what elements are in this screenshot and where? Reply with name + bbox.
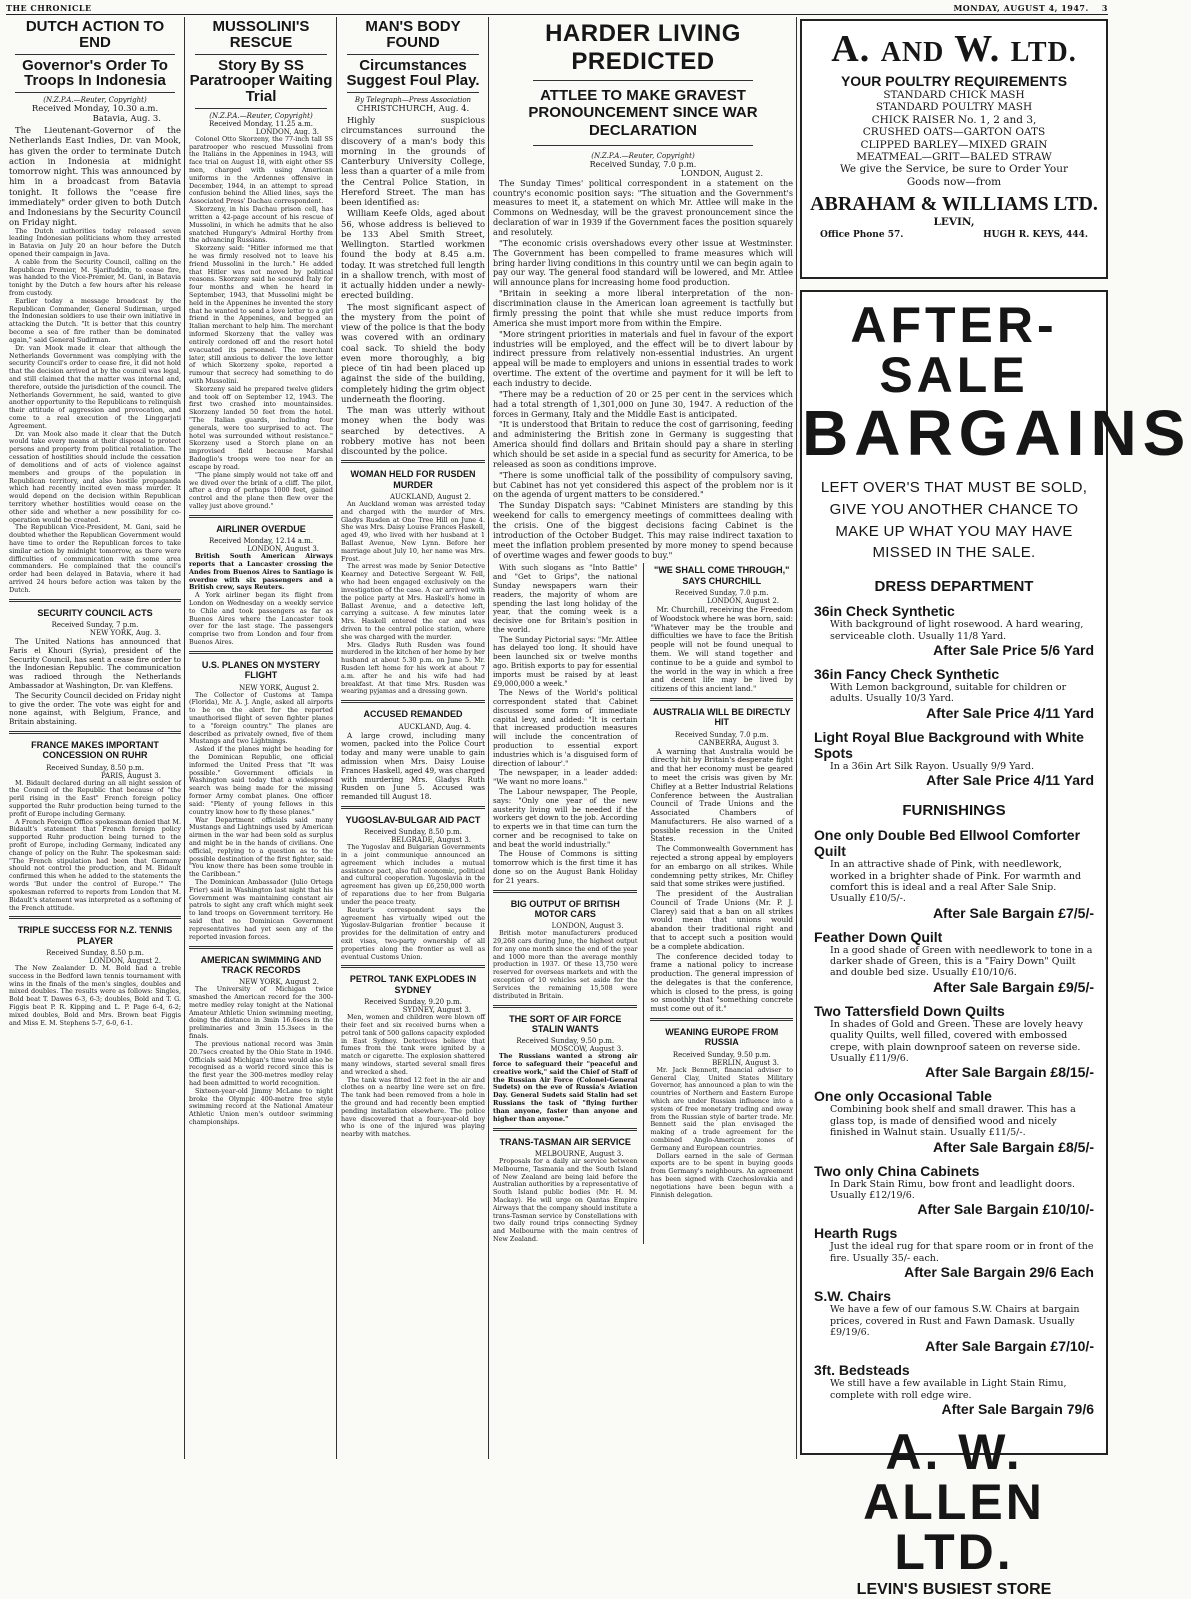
headline-france-ruhr: FRANCE MAKES IMPORTANT CONCESSION ON RUHR [31,739,159,761]
sale-item-desc: In shades of Gold and Green. These are lovely heavy quality Quilts, well filled, covered with embossed crepe, with plain downproof sateen on reverse side. Usually £11/9/6. [830,1018,1084,1065]
headline-security-council: SECURITY COUNCIL ACTS [37,607,153,618]
article-body: A large crowd, including many women, packed into the Police Court today and many were unable to gain admission when Mrs. Daisy Louise Frances Haskell, aged 49, was charged with murdering Mrs. Gladys Ruth Rusden on June 5. Accused was remanded till August 18. [341,730,485,802]
sale-item-price: After Sale Price 4/11 Yard [926,704,1094,721]
column-mussolini: MUSSOLINI'S RESCUE Story By SS Paratrooper Waiting Trial (N.Z.P.A.—Reuter, Copyright) Received Monday, 11.25 a.m. LONDON, Aug. 3. Colonel Otto Skorzeny, the 77-inch tall SS paratrooper who rescued Mussolini from the Italians in the Appenines in 1943, will face trial on August 18, with eight other SS men, charged with using American uniforms in the Ardennes offensive in December, 1944, in an attempt to spread confusion behind the Allied lines, says the Associated Press' Dachau correspondent. Skorzeny, in his Dachau prison cell, has written a 42-page account of his rescue of Mussolini, in which he admits that he also snatched Hungary's Admiral Horthy from the advancing Russians. Skorzeny said: "Hitler informed me that he was firmly resolved not to leave his friend Mussolini in the lurch." He added that Hitler was not moved by political reasons. Skorzeny said he scoured Italy for four months and when he heard in September, 1943, that Mussolini might be held in the Appenines he invented the story that he wanted to send a love letter to a girl friend in the Appenines, and begged an Italian merchant to help him. The merchant informed Skorzeny that the valley was entirely cordoned off and the resort hotel evacuated its personnel. The merchant later, still anxious to deliver the love letter of which Skorzeny spoke, reported a rumour that secrecy had something to do with Mussolini. Skorzeny said he prepared twelve gliders and took off on September 12, 1943. The first two crashed into mountainsides. Skorzeny landed 50 feet from the hotel. "The Italian guards, including four generals, were too surprised to act. The hotel was surrounded without resistance." Skorzeny used a Storch plane on an improvised field because Marshal Badoglio's troops were too near for an escape by road. "The plane simply would not take off and we dived over the brink of a cliff. The pilot, after a drop of perhaps 1000 feet, gained control and the plane then flew over the valley just above ground." AIRLINER OVERDUE Received Monday, 12.14 a.m. LONDON, August 3. British South American Airways reports that a Lancaster crossing the Andes from Buenos Aires to Santiago is overdue with six passengers and a British crew, says Reuters. A York airliner began its flight from London on Wednesday on a weekly service to Chile and took passengers as far as Buenos Aires where the Lancaster took over for the last stage. The passengers comprise two from London and four from Buenos Aires. U.S. PLANES ON MYSTERY FLIGHT NEW YORK, August 2. The Collector of Customs at Tampa (Florida), Mr. A. J. Angle, asked all airports to be on the alert for the reported unauthorised flight of seven fighter planes to a "foreign country." The planes are described as privately owned, five of them Mustangs and two Lightnings. Asked if the planes might be heading for the Dominican Republic, one official informed the United Press that "It was possible." Government officials in Washington said today that a widespread search was being made for the missing former Army combat planes. One officer said: "Plenty of young fellows in this country know how to fly these planes." War Department officials said many Mustangs and Lightnings used by American airmen in the war had been sold as surplus and might be in the hands of civilians. One official, replying to a question as to the possible destination of the first fighter, said: "You know there has been some trouble in the Caribbean." The Dominican Ambassador (Julio Ortega Frier) said in Washington last night that his Government was maintaining constant air patrols to sight any craft which might seek to land troops on Government territory. He said that no Dominican Government representatives had yet seen any of the reported invasion forces. AMERICAN SWIMMING AND TRACK RECORDS NEW YORK, August 2. The University of Michigan twice smashed the American record for the 300-metre medley relay tonight at the National Amateur Athletic Union swimming meeting, doing the distance in 3min 16.6secs in the preliminaries and 3min 15.3secs in the finals. The previous national record was 3min 20.7secs created by the Ohio State in 1946. Officials said Michigan's time would also be recognised as a world record since this is the first year the 300-metres medley relay had been admitted to world recognition. Sixteen-year-old Jimmy McLane to night broke the Olympic 400-metre free style swimming record at the National Amateur Athletic Union men's outdoor swimming championships. [189,18,333,1127]
sale-item-desc: In a 36in Art Silk Rayon. Usually 9/9 Yard. [830,760,1034,772]
article-body: British South American Airways reports that a Lancaster crossing the Andes from Buenos Aires to Santiago is overdue with six passengers and a British crew, says Reuters. [189,552,333,592]
article-body: M. Bidault declared during an all night session of the Council of the Republic that because of "the peril rising in the East" French foreign policy supported the Ruhr production being turned to the profit of Europe including Germany. A French Foreign Office spokesman denied that M. Bidault's statement that French foreign policy supported Ruhr production being turned to the profit of Europe, including Germany, indicated any change of policy on the Ruhr. The spokesman said: "The French stipulation had been that Germany should not control the production, and M. Bidault confirmed this when he added to the statements the words 'But under the control of Europe.'" The spokesman referred to reports from London that M. Bidault's statement was interpreted as a softening of the French attitude. [9,778,181,912]
sale-item [802,929,1106,995]
sale-item-price: After Sale Bargain £8/5/- [932,1138,1094,1155]
article-body: The New Zealander D. M. Bold had a treble success in the Bedford lawn tennis tournament with wins in the finals of the men's singles, doubles and mixed doubles. The results were as follows: Singles, Bold beat T. Dawes 6-3, 6-3; doubles, Bold and T. G. Figgis beat P. R. Kipping and L. P. Page 6-4, 6-2; mixed doubles, Bold and Mrs. Brown beat Figgis and Miss E. M. Stephens 5-7, 6-0, 6-1. [9,964,181,1027]
ad-aw-title: A. AND W. LTD. [831,28,1077,70]
headline-body-found: MAN'S BODY FOUND [365,18,461,51]
furnishing-item-list [802,827,1106,1417]
sale-item-price: After Sale Price 4/11 Yard [926,772,1094,789]
column-body-found: MAN'S BODY FOUND Circumstances Suggest Foul Play. By Telegraph—Press Association CHRISTCHURCH, Aug. 4. Highly suspicious circumstances surround the discovery of a man's body this morning in the grounds of Canterbury University College, less than a quarter of a mile from the Central Police Station, in Hereford Street. The man has been identified as: William Keefe Olds, aged about 56, whose address is believed to be 133 Abel Smith Street, Wellington. Startled workmen found the body at 8.45 a.m. today. It was stretched full length in a shallow trench, with most of it actually hidden under a newly-erected building. The most significant aspect of the mystery from the point of view of the police is that the body was covered with an ordinary coal sack. To shield the body even more thoroughly, a big piece of tin had been placed up against the side of the building, completely hiding the grim object underneath the flooring. The man was utterly without money when the body was searched by detectives. A robbery motive has not been discounted by the police. WOMAN HELD FOR RUSDEN MURDER AUCKLAND, August 2. An Auckland woman was arrested today and charged with the murder of Mrs. Gladys Rusden at One Tree Hill on June 4. She was Mrs. Daisy Louise Frances Haskell, aged 49, who lived with her husband at 1 Ballast Avenue, New Lynn. Before her marriage about July 10, her name was Mrs. Frost. The arrest was made by Senior Detective Kearney and Detective Sergeant W. Fell, who had been engaged exclusively on the investigation of the case. A car arrived with the police party at Mrs. Haskell's home in Ballast Avenue, and a detective left, carrying a suitcase. A few minutes later Mrs. Haskell entered the car and was driven to the central police station, where she was charged with the murder. Mrs. Gladys Ruth Rusden was found murdered in the kitchen of her home by her husband at about 5.30 p.m. on June 5. Mr. Rusden left home for his work at about 7 a.m. after he and his wife had had breakfast. At that time Mrs. Rusden was wearing pyjamas and a dressing gown. ACCUSED REMANDED AUCKLAND, Aug. 4. A large crowd, including many women, packed into the Police Court today and many were unable to gain admission when Mrs. Daisy Louise Frances Haskell, aged 49, was charged with murdering Mrs. Gladys Ruth Rusden on June 5. Accused was remanded till August 18. YUGOSLAV-BULGAR AID PACT Received Sunday, 8.50 p.m. BELGRADE, August 3. The Yugoslav and Bulgarian Governments in a joint communique announced an agreement which includes a mutual assistance pact, also full economic, political and cultural cooperation. Yugoslavia in the agreement has given up £6,250,000 worth of reparations due to her from Bulgaria under the peace treaty. Reuter's correspondent says the agreement has virtually wiped out the Yugoslav-Bulgarian frontier because it provides for the delimitation of entry and exit visas, two-party ownership of all properties along the frontier as well as eventual Customs Union. PETROL TANK EXPLODES IN SYDNEY Received Sunday, 9.20 p.m. SYDNEY, August 3. Men, women and children were blown off their feet and six received burns when a petrol tank of 500 gallons capacity exploded in East Sydney. Detectives believe that fumes from the tank were ignited by a match or cigarette. The explosion shattered many windows, started several small fires and wrecked a shed. The tank was fitted 12 feet in the air and clothes on a nearby line were set on fire. The tank had been removed from a hole in the ground and had recently been emptied pending installation elsewhere. The police have discovered that a four-year-old boy who is one of the injured was playing nearby with matches. [341,18,486,1139]
article-body: The United Nations has announced that Faris el Khouri (Syria), president of the Security Council, has sent a cease fire order to the Indonesian Republic. The communication was radioed through the Netherlands Ambassador at Washington, Dr. van Kleffens. The Security Council decided on Friday night to give the order. The vote was eight for and none against, with Belgium, France, and Britain abstaining. [9,637,181,727]
headline-air-force: THE SORT OF AIR FORCE STALIN WANTS [509,1013,622,1034]
article-body: The Dutch authorities today released seven leading Indonesian politicians whom they arrested in Batavia on July 20 an hour before the Dutch opened their campaign in Java. A cable from the Security Council, calling on the Republican Premier, M. Sjarifuddin, to cease fire, was handed to the Vice-Premier, M. Gani, in Batavia tonight by the Dutch a few hours after his release from custody. Earlier today a message broadcast by the Republican Commander, General Sudirman, urged the Indonesian soldiers to use their own initiative in attacking the Dutch. "It is better that this country become a sea of fire rather than be dominated again," said General Sudirman. Dr. van Mook made it clear that although the Netherlands Government was complying with the security Council's order to cease fire, it did not hold that the decision arrived at by the council was legal, and still claimed that the matter was internal and, therefore, outside the jurisdiction of the council. The Netherlands Government, he said, wanted to give another opportunity to the Republicans to relinquish their attitude of aggression and provocation, and come to a real execution of the Linggarjati Agreement. Dr. van Mook also made it clear that the Dutch would take every means at their disposal to protect persons and property from political retaliation. The cessation of hostilities should include the cessation of demolitions and of acts of violence against members and groups of the population in Republican territory, and also hostile propaganda which had recently incited even mass murder. It would depend on the decision within Republican territory whether hostilities would cease on the other side and whether a new possibility for co-operation would be created. The Republican Vice-President, M. Gani, said he doubted whether the Republican Government would have time to order the Republican forces to take similar action by midnight tomorrow, as there were difficulties of communication with some area commanders. He complained that the council's order had been delayed in Batavia, where it had arrived 24 hours before action was taken by the Dutch. [9,226,181,594]
column-rule [796,17,797,1459]
headline-dutch-action: DUTCH ACTION TO END [25,18,165,51]
ad-dept-dress: DRESS DEPARTMENT [874,578,1034,596]
column-main-story: HARDER LIVING PREDICTED ATTLEE TO MAKE GRAVEST PRONOUNCEMENT SINCE WAR DECLARATION (N.Z.P.A.—Reuter, Copyright) Received Sunday, 7.0 p.m. LONDON, August 2. The Sunday Times' political correspondent in a statement on the country's economic position says: "The situation and the Government's measures to meet it, a statement on which Mr. Attlee will make in the Commons on Wednesday, will be the gravest pronouncement since the declaration of war in 1939 if the Government faces the position squarely and resolutely. "The economic crisis overshadows every other issue at Westminster. The Government has been compelled to frame measures which will bring harder living conditions in this country until we can begin again to pay our way. The general food standard will be lowered, and Mr. Attlee will announce plans for increasing home food production. "Britain in seeking a more liberal interpretation of the non-discrimination clause in the American loan agreement is tactfully but firmly pressing the point that while she must reduce imports from America she must import more from within the Empire. "More stringent priorities in materials and fuel in favour of the export industries will be employed, and the effect will be to divert labour by indirect pressure from relatively non-essential industries. An urgent appeal will be made to employers and unions in essential trades to work overtime. The extent of the overtime and payment for it will be left to each industry to decide. "There may be a reduction of 20 or 25 per cent in the services which had a total strength of 1,301,000 on June 30, 1947. A reduction of the forces in Germany, Italy and the Middle East is anticipated. "It is understood that Britain to reduce the cost of garrisoning, feeding and administering the British zone in Germany is suggesting that America should find dollars and Britain should pay a share in sterling which should be set aside in a special fund as security for America, to be released as soon as conditions improve. "There is some unofficial talk of the possibility of compulsory saving, but Cabinet has not yet considered this aspect of the problem nor is it on the agenda of urgent matters to be considered." The Sunday Dispatch says: "Cabinet Ministers are standing by this weekend for calls to emergency meetings of committees dealing with the crisis. One of the biggest decisions facing Cabinet is the introduction of the October Budget. This may raise indirect taxation to meet the inflation problem presented by more money to spend because of overtime wages and fewer goods to buy." With such slogans as "Into Battle" and "Get to Grips", the national Sunday newspapers warn their readers, the majority of whom are spending the last long holiday of the year, that the coming week is a decisive one for Britain's position in the world. The Sunday Pictorial says: "Mr. Attlee has delayed too long. It should have been launched six or twelve months ago. British exports to pay for essential imports must be raised by at least £9,000,000 a week." The News of the World's political correspondent stated that Cabinet discussed some form of immediate capital levy, and added: "It is certain that increased production measures will include the concentration of production to essential export industries which is 'a disguised form of direction of labour'." The newspaper, in a leader added: "We want no more loans." The Labour newspaper, The People, says: "Only one year of the new austerity living will be needed if the workers get down to the job. According to experts we in that time can turn the corner and be recognised to take on and beat the world industrially." The House of Commons is sitting tomorrow which is the first time it has done so on the August Bank Holiday for 21 years. BIG OUTPUT OF BRITISH MOTOR CARS LONDON, August 3. British motor manufacturers produced 29,268 cars during June, the highest output for any one month since the end of the year and 1000 more than the average monthly production in 1937. Of these 13,750 were reserved for overseas markets and with the exception of 10 vehicles set aside for the Services the remaining 15,508 were distributed in Britain. THE SORT OF AIR FORCE STALIN WANTS Received Sunday, 9.50 p.m. MOSCOW, August 3. The Russians wanted a strong air force to safeguard their "peaceful and creative work," said the Chief of Staff of the Russian Air Force (Colonel-General Sudets) on the eve of Russia's Aviation Day. General Sudets said Stalin had set Russians the task of "flying further than anyone, faster than anyone and higher than anyone." TRANS-TASMAN AIR SERVICE MELBOURNE, August 3. Proposals for a daily air service between Melbourne, Tasmania and the South Island of New Zealand are being laid before the Australian authorities by a representative of South Island public bodies (Mr. H. M. Mackay). He will urge on Qantas Empire Airways that the company should institute a trans-Tasman service by Constellations with two daily round trips connecting Sydney and Melbourne with the main centres of New Zealand. "WE SHALL COME THROUGH," SAYS CHURCHILL Received Sunday, 7.0 p.m. LONDON, August 2. Mr. Churchill, receiving the Freedom of Woodstock where he was born, said: "Whatever may be the trouble and difficulties we have to face the British people will not be found unequal to them. We will stand together and continue to be a guide and symbol to the world in the way in which a free and decent life may be lived by citizens of this ancient land." AUSTRALIA WILL BE DIRECTLY HIT Received Sunday, 7.0 p.m. CANBERRA, August 3. A warning that Australia would be directly hit by Britain's desperate fight and that her economy must be geared to meet the crisis was given by Mr. Chifley at a Better Industrial Relations Conference between the Australian Council of Trade Unions and the Associated Chambers of Manufacturers. He also warned of a possible recession in the United States. The Commonwealth Government has rejected a strong appeal by employers for an embargo on all strikes. While condemning petty strikes, Mr. Chifley said that some strikes were justified. The president of the Australian Council of Trade Unions (Mr. P. J. Clarey) said that a ban on all strikes would mean that unions would abandon their traditional right and that to accept such a position would be a complete abdication. The conference decided today to frame a national policy to increase production. The general impression of the delegates is that the conference, which is closed to the press, is going so smoothly that "something concrete must come out of it." WEANING EUROPE FROM RUSSIA Received Sunday, 9.50 p.m. BERLIN, August 3. Mr. Jack Bennett, financial adviser to General Clay, United States Military Governor, has announced a plan to win the countries of Northern and Eastern Europe which are under Russian influence into a system of free monetary trading and away from the Russian style of barter trade. Mr. Bennett said the plan envisaged the making of a trade agreement for the combined Anglo-American zones of Germany and European countries. Dollars earned in the sale of German exports are to be spent in buying goods from Germany's neighbours. An agreement has been signed with Czechoslovakia and negotiations have been begun with a Finnish delegation. [493,20,794,1243]
subhead-foul-play: Circumstances Suggest Foul Play. [346,56,480,90]
dateline: Batavia, Aug. 3. [92,114,161,124]
sale-item [802,1288,1106,1354]
masthead [6,3,1108,15]
sale-item [802,827,1106,921]
article-body: British motor manufacturers produced 29,268 cars during June, the highest output for any one month since the end of the year and 1000 more than the average monthly production in 1937. Of these 13,750 were reserved for overseas markets and with the exception of 10 vehicles set aside for the Services the remaining 15,508 were distributed in Britain. [493,929,638,1000]
subhead-attlee: ATTLEE TO MAKE GRAVEST PRONOUNCEMENT SINCE WAR DECLARATION [528,87,758,139]
article-body: The Lieutenant-Governor of the Netherlands East Indies, Dr. van Mook, has given the order to terminate Dutch action in Indonesia at midnight tomorrow night. This was announced by him in a broadcast from Batavia tonight. It follows the "cease fire immediately" order given to both Dutch and Indonesians by the Security Council on Friday night. [9,125,181,228]
headline-churchill: "WE SHALL COME THROUGH," SAYS CHURCHILL [654,565,790,586]
article-body: A York airliner began its flight from London on Wednesday on a weekly service to Chile and took passengers as far as Buenos Aires where the Lancaster took over for the last stage. The passengers comprise two from London and four from Buenos Aires. [189,591,333,647]
article-body: The Yugoslav and Bulgarian Governments in a joint communique announced an agreement which includes a mutual assistance pact, also full economic, political and cultural cooperation. Yugoslavia in the agreement has given up £6,250,000 worth of reparations due to her from Bulgaria under the peace treaty. Reuter's correspondent says the agreement has virtually wiped out the Yugoslav-Bulgarian frontier because it provides for the delimitation of entry and exit visas, two-party ownership of all properties along the frontier as well as eventual Customs Union. [341,843,485,961]
headline-petrol-tank: PETROL TANK EXPLODES IN SYDNEY [349,974,477,995]
sale-item-desc: We still have a few available in Light Stain Rimu, complete with roll edge wire. [830,1378,1067,1401]
sale-item-name: One only Double Bed Ellwool Comforter Quilt [814,827,1081,860]
headline-trans-tasman: TRANS-TASMAN AIR SERVICE [499,1136,631,1147]
headline-accused-remanded: ACCUSED REMANDED [363,709,463,720]
main-right-column: "WE SHALL COME THROUGH," SAYS CHURCHILL Received Sunday, 7.0 p.m. LONDON, August 2. Mr. Churchill, receiving the Freedom of Woodstock where he was born, said: "Whatever may be the trouble and difficulties we have to face the British people will not be found unequal to them. We will stand together and continue to be a guide and symbol to the world in the way in which a free and decent life may be lived by citizens of this ancient land." AUSTRALIA WILL BE DIRECTLY HIT Received Sunday, 7.0 p.m. CANBERRA, August 3. A warning that Australia would be directly hit by Britain's desperate fight and that her economy must be geared to meet the crisis was given by Mr. Chifley at a Better Industrial Relations Conference between the Australian Council of Trade Unions and the Associated Chambers of Manufacturers. He also warned of a possible recession in the United States. The Commonwealth Government has rejected a strong appeal by employers for an embargo on all strikes. While condemning petty strikes, Mr. Chifley said that some strikes were justified. The president of the Australian Council of Trade Unions (Mr. P. J. Clarey) said that a ban on all strikes would mean that unions would abandon their traditional right and that to accept such a position would be a complete abdication. The conference decided today to frame a national policy to increase production. The general impression of the delegates is that the conference, which is closed to the press, is going so smoothly that "something concrete must come out of it." WEANING EUROPE FROM RUSSIA Received Sunday, 9.50 p.m. BERLIN, August 3. Mr. Jack Bennett, financial adviser to General Clay, United States Military Governor, has announced a plan to win the countries of Northern and Eastern Europe which are under Russian influence into a system of free monetary trading and away from the Russian style of barter trade. Mr. Bennett said the plan envisaged the making of a trade agreement for the combined Anglo-American zones of Germany and European countries. Dollars earned in the sale of German exports are to be spent in buying goods from Germany's neighbours. An agreement has been signed with Czechoslovakia and negotiations have been begun with a Finnish delegation. [650,565,794,1199]
ad-bargains: BARGAINS [802,397,1191,469]
sale-item-name: Two Tattersfield Down Quilts [814,1002,1005,1019]
column-rule [488,17,489,1459]
headline-weaning-europe: WEANING EUROPE FROM RUSSIA [665,1027,779,1048]
sale-item-name: 36in Fancy Check Synthetic [814,665,1000,682]
sale-item [802,1088,1106,1154]
article-body: Mr. Jack Bennett, financial adviser to General Clay, United States Military Governor, has announced a plan to win the countries of Northern and Eastern Europe which are under Russian influence into a system of free monetary trading and away from the Russian style of barter trade. Mr. Bennett said the plan envisaged the making of a trade agreement for the combined Anglo-American zones of Germany and European countries. Dollars earned in the sale of German exports are to be spent in buying goods from Germany's neighbours. An agreement has been signed with Czechoslovakia and negotiations have been begun with a Finnish delegation. [650,1065,794,1199]
article-body: The Sunday Times' political correspondent in a statement on the country's economic position says: "The situation and the Government's measures to meet it, a statement on which Mr. Attlee will make in the Commons on Wednesday, will be the gravest pronouncement since the declaration of war in 1939 if the Government faces the position squarely and resolutely. "The economic crisis overshadows every other issue at Westminster. The Government has been compelled to frame measures which will bring harder living conditions in this country until we can begin again to pay our way. The general food standard will be lowered, and Mr. Attlee will announce plans for increasing home food production. "Britain in seeking a more liberal interpretation of the non-discrimination clause in the American loan agreement is tactfully but firmly pressing the point that while she must reduce imports from America she must import more from within the Empire. "More stringent priorities in materials and fuel in favour of the export industries will be employed, and the effect will be to divert labour by indirect pressure from relatively non-essential industries. An urgent appeal will be made to employers and unions in essential trades to work overtime. The extent of the overtime and payment for it will be left to each industry to decide. "There may be a reduction of 20 or 25 per cent in the services which had a total strength of 1,301,000 on June 30, 1947. A reduction of the forces in Germany, Italy and the Middle East is anticipated. "It is understood that Britain to reduce the cost of garrisoning, feeding and administering the British zone in Germany is suggesting that America should find dollars and Britain should pay a share in sterling which should be set aside in a special fund as security for America, to be released as soon as conditions improve. "There is some unofficial talk of the possibility of compulsory saving, but Cabinet has not yet considered this aspect of the problem nor is it on the agenda of urgent matters to be considered." The Sunday Dispatch says: "Cabinet Ministers are standing by this weekend for calls to emergency meetings of committees dealing with the crisis. One of the biggest decisions facing Cabinet is the introduction of the October Budget. This may raise indirect taxation to meet the inflation problem presented by more money to spend because of overtime wages and fewer goods to buy." [493,177,793,560]
column-rule [184,17,185,1459]
headline-mussolini: MUSSOLINI'S RESCUE [212,18,310,51]
article-body: Men, women and children were blown off their feet and six received burns when a petrol tank of 500 gallons capacity exploded in East Sydney. Detectives believe that fumes from the tank were ignited by a match or cigarette. The explosion shattered many windows, started several small fires and wrecked a shed. The tank was fitted 12 feet in the air and clothes on a nearby line were set on fire. The tank had been removed from a hole in the ground and had recently been emptied pending installation elsewhere. The police have discovered that a four-year-old boy who is one of the injured was playing nearby with matches. [341,1013,486,1139]
sale-item-name: Hearth Rugs [814,1225,898,1242]
ad-aw-phone: Office Phone 57. [820,230,904,241]
issue-date: MONDAY, AUGUST 4, 1947. 3 [953,3,1108,13]
headline-woman-held: WOMAN HELD FOR RUSDEN MURDER [350,469,476,490]
sale-item [802,1362,1106,1417]
sale-item-price: After Sale Price 5/6 Yard [933,641,1094,658]
sale-item-name: Light Royal Blue Background with White Spots [814,728,1084,761]
headline-swimming: AMERICAN SWIMMING AND TRACK RECORDS [200,954,322,975]
article-body: The University of Michigan twice smashed the American record for the 300-metre medley relay tonight at the National Amateur Athletic Union swimming meeting, doing the distance in 3min 16.6secs in the preliminaries and 3min 15.3secs in the finals. The previous national record was 3min 20.7secs created by the Ohio State in 1946. Officials said Michigan's time would also be recognised as a world record since this is the first year the 300-metres medley relay had been admitted to world recognition. Sixteen-year-old Jimmy McLane to night broke the Olympic 400-metre free style swimming record at the National Amateur Athletic Union men's outdoor swimming championships. [189,985,333,1127]
ad-aw-firm: ABRAHAM & WILLIAMS LTD. [810,193,1098,215]
article-body: Colonel Otto Skorzeny, the 77-inch tall SS paratrooper who rescued Mussolini from the Italians in the Appenines in 1943, will face trial on August 18, with eight other SS men, charged with using American uniforms in the Ardennes offensive in December, 1944, in an attempt to spread confusion behind the Allied lines, says the Associated Press' Dachau correspondent. Skorzeny, in his Dachau prison cell, has written a 42-page account of his rescue of Mussolini, in which he admits that he also snatched Hungary's Admiral Horthy from the advancing Russians. Skorzeny said: "Hitler informed me that he was firmly resolved not to leave his friend Mussolini in the lurch." He added that Hitler was not moved by political reasons. Skorzeny said he scoured Italy for four months and when he heard in September, 1943, that Mussolini might be held in the Appenines he invented the story that he wanted to send a love letter to a girl friend in the Appenines, and begged an Italian merchant to help him. The merchant informed Skorzeny that the valley was entirely cordoned off and the resort hotel evacuated its personnel. The merchant later, still anxious to deliver the love letter of which Skorzeny spoke, reported a rumour that secrecy had something to do with Mussolini. Skorzeny said he prepared twelve gliders and took off on September 12, 1943. The first two crashed into mountainsides. Skorzeny landed 50 feet from the hotel. "The Italian guards, including four generals, were too surprised to act. The hotel was surrounded without resistance." Skorzeny used a Storch plane on an improvised field because Marshal Badoglio's troops were too near for an escape by road. "The plane simply would not take off and we dived over the brink of a cliff. The pilot, after a drop of perhaps 1000 feet, gained control and the plane then flew over the valley just above ground." [189,134,333,510]
headline-yugoslav-bulgar: YUGOSLAV-BULGAR AID PACT [345,814,481,825]
sale-item-desc: In a good shade of Green with needlework to tone in a darker shade of Green, this is a "Fairy Down" Quilt and double bed size. Usually £10/10/6. [830,944,1093,979]
headline-airliner: AIRLINER OVERDUE [216,523,306,534]
headline-tennis: TRIPLE SUCCESS FOR N.Z. TENNIS PLAYER [17,925,173,946]
subhead-governor: Governor's Order To Troops In Indonesia [22,56,168,90]
sale-item [802,603,1106,658]
ad-aw-keys: HUGH R. KEYS, 444. [983,230,1088,241]
ad-allen-firm: A. W. ALLEN LTD. [863,1424,1045,1581]
sale-item-price: After Sale Bargain £8/15/- [925,1064,1094,1081]
sale-item-desc: With Lemon background, suitable for children or adults. Usually 10/3 Yard. [830,681,1067,705]
main-left-column: With such slogans as "Into Battle" and "Get to Grips", the national Sunday newspapers warn their readers, the majority of whom are spending the last long holiday of the year, that the coming week is a decisive one for Britain's position in the world. The Sunday Pictorial says: "Mr. Attlee has delayed too long. It should have been launched six or twelve months ago. British exports to pay for essential imports must be raised by at least £9,000,000 a week." The News of the World's political correspondent stated that Cabinet discussed some form of immediate capital levy, and added: "It is certain that increased production measures will include the concentration of production to essential export industries which is 'a disguised form of direction of labour'." The newspaper, in a leader added: "We want no more loans." The Labour newspaper, The People, says: "Only one year of the new austerity living will be needed if the workers get down to the job. According to experts we in that time can turn the corner and be recognised to take on and beat the world industrially." The House of Commons is sitting tomorrow which is the first time it has done so on the August Bank Holiday for 21 years. BIG OUTPUT OF BRITISH MOTOR CARS LONDON, August 3. British motor manufacturers produced 29,268 cars during June, the highest output for any one month since the end of the year and 1000 more than the average monthly production in 1937. Of these 13,750 were reserved for overseas markets and with the exception of 10 vehicles set aside for the Services the remaining 15,508 were distributed in Britain. THE SORT OF AIR FORCE STALIN WANTS Received Sunday, 9.50 p.m. MOSCOW, August 3. The Russians wanted a strong air force to safeguard their "peaceful and creative work," said the Chief of Staff of the Russian Air Force (Colonel-General Sudets) on the eve of Russia's Aviation Day. General Sudets said Stalin had set Russians the task of "flying further than anyone, faster than anyone and higher than anyone." TRANS-TASMAN AIR SERVICE MELBOURNE, August 3. Proposals for a daily air service between Melbourne, Tasmania and the South Island of New Zealand are being laid before the Australian authorities by a representative of South Island public bodies (Mr. H. M. Mackay). He will urge on Qantas Empire Airways that the company should institute a trans-Tasman service by Constellations with two daily round trips connecting Sydney and Melbourne with the main centres of New Zealand. [493,563,638,1243]
sale-item-price: After Sale Bargain £9/5/- [932,978,1094,995]
dress-item-list [802,603,1106,788]
sale-item [802,666,1106,721]
sale-item-price: After Sale Bargain £10/10/- [917,1201,1094,1218]
sale-item-desc: Just the ideal rug for that spare room or in front of the fire. Usually 35/- each. [830,1241,1094,1264]
credit: (N.Z.P.A.—Reuter, Copyright) [43,96,147,104]
sale-item-price: After Sale Bargain 29/6 Each [904,1264,1094,1281]
article-body: With such slogans as "Into Battle" and "Get to Grips", the national Sunday newspapers warn their readers, the majority of whom are spending the last long holiday of the year, that the coming week is a decisive one for Britain's position in the world. The Sunday Pictorial says: "Mr. Attlee has delayed too long. It should have been launched six or twelve months ago. British exports to pay for essential imports must be raised by at least £9,000,000 a week." The News of the World's political correspondent stated that Cabinet discussed some form of immediate capital levy, and added: "It is certain that increased production measures will include the concentration of production to essential export industries which is 'a disguised form of direction of labour'." The newspaper, in a leader added: "We want no more loans." The Labour newspaper, The People, says: "Only one year of the new austerity living will be needed if the workers get down to the job. According to experts we in that time can turn the corner and be recognised to take on and beat the world industrially." The House of Commons is sitting tomorrow which is the first time it has done so on the August Bank Holiday for 21 years. [493,563,638,885]
ad-allen-tag: LEVIN'S BUSIEST STORE [856,1581,1052,1599]
received: Received Monday, 10.30 a.m. [31,104,159,114]
sale-item-desc: In Dark Stain Rimu, bow front and leadlight doors. Usually £12/19/6. [830,1178,1076,1201]
ad-intro: LEFT OVER'S THAT MUST BE SOLD, GIVE YOU ANOTHER CHANCE TO MAKE UP WHAT YOU MAY HAVE MISSED IN THE SALE. [820,479,1088,562]
sale-item-name: S.W. Chairs [814,1288,892,1305]
column-dutch-action: DUTCH ACTION TO END Governor's Order To Troops In Indonesia (N.Z.P.A.—Reuter, Copyright) Received Monday, 10.30 a.m. Batavia, Aug. 3. The Lieutenant-Governor of the Netherlands East Indies, Dr. van Mook, has given the order to terminate Dutch action in Indonesia at midnight tomorrow night. This was announced by him in a broadcast from Batavia tonight. It follows the "cease fire immediately" order given to both Dutch and Indonesians by the Security Council on Friday night. The Dutch authorities today released seven leading Indonesian politicians whom they arrested in Batavia on July 20 an hour before the Dutch opened their campaign in Java. A cable from the Security Council, calling on the Republican Premier, M. Sjarifuddin, to cease fire, was handed to the Vice-Premier, M. Gani, in Batavia tonight by the Dutch a few hours after his release from custody. Earlier today a message broadcast by the Republican Commander, General Sudirman, urged the Indonesian soldiers to use their own initiative in attacking the Dutch. "It is better that this country become a sea of fire rather than be dominated again," said General Sudirman. Dr. van Mook made it clear that although the Netherlands Government was complying with the security Council's order to cease fire, it did not hold that the decision arrived at by the council was legal, and still claimed that the matter was internal and, therefore, outside the jurisdiction of the council. The Netherlands Government, he said, wanted to give another opportunity to the Republicans to relinquish their attitude of aggression and provocation, and come to a real execution of the Linggarjati Agreement. Dr. van Mook also made it clear that the Dutch would take every means at their disposal to protect persons and property from political retaliation. The cessation of hostilities should include the cessation of demolitions and of acts of violence against members and groups of the population in Republican territory, and also hostile propaganda which had recently incited even mass murder. It would depend on the decision within Republican territory whether hostilities would cease on the other side and whether a new possibility for co-operation would be created. The Republican Vice-President, M. Gani, said he doubted whether the Republican Government would have time to order the Republican forces to take similar action by midnight tomorrow, as there were difficulties of communication with some area commanders. He complained that the council's order had been delayed in Batavia, where it had arrived 24 hours before action was taken by the Dutch. SECURITY COUNCIL ACTS Received Sunday, 7 p.m. NEW YORK, Aug. 3. The United Nations has announced that Faris el Khouri (Syria), president of the Security Council, has sent a cease fire order to the Indonesian Republic. The communication was radioed through the Netherlands Ambassador at Washington, Dr. van Kleffens. The Security Council decided on Friday night to give the order. The vote was eight for and none against, with Belgium, France, and Britain abstaining. FRANCE MAKES IMPORTANT CONCESSION ON RUHR Received Sunday, 8.50 p.m. PARIS, August 3. M. Bidault declared during an all night session of the Council of the Republic that because of "the peril rising in the East" French foreign policy supported the Ruhr production being turned to the profit of Europe including Germany. A French Foreign Office spokesman denied that M. Bidault's statement that French foreign policy supported Ruhr production being turned to the profit of Europe, including Germany, indicated any change of policy on the Ruhr. The spokesman said: "The French stipulation had been that Germany should not control the production, and M. Bidault confirmed this when he added to the statements the words 'But under the control of Europe.'" The spokesman referred to reports from London that M. Bidault's statement was interpreted as a softening of the French attitude. TRIPLE SUCCESS FOR N.Z. TENNIS PLAYER Received Sunday, 8.50 p.m. LONDON, August 2. The New Zealander D. M. Bold had a treble success in the Bedford lawn tennis tournament with wins in the finals of the men's singles, doubles and mixed doubles. The results were as follows: Singles, Bold beat T. Dawes 6-3, 6-3; doubles, Bold and T. G. Figgis beat P. R. Kipping and L. P. Page 6-4, 6-2; mixed doubles, Bold and Mrs. Brown beat Figgis and Miss E. M. Stephens 5-7, 6-0, 6-1. [9,18,181,1027]
sale-item [802,1003,1106,1081]
ad-abraham-williams: A. AND W. LTD. YOUR POULTRY REQUIREMENTS STANDARD CHICK MASH STANDARD POULTRY MASH CHICK RAISER No. 1, 2 and 3, CRUSHED OATS—GARTON OATS CLIPPED BARLEY—MIXED GRAIN MEATMEAL—GRIT—BALED STRAW We give the Service, be sure to Order Your Goods now—from ABRAHAM & WILLIAMS LTD. LEVIN, Office Phone 57. HUGH R. KEYS, 444. [800,19,1108,279]
subhead-paratrooper: Story By SS Paratrooper Waiting Trial [189,56,333,105]
sale-item-name: 36in Check Synthetic [814,603,955,620]
article-body: An Auckland woman was arrested today and charged with the murder of Mrs. Gladys Rusden at One Tree Hill on June 4. She was Mrs. Daisy Louise Frances Haskell, aged 49, who lived with her husband at 1 Ballast Avenue, New Lynn. Before her marriage about July 10, her name was Mrs. Frost. The arrest was made by Senior Detective Kearney and Detective Sergeant W. Fell, who had been engaged exclusively on the investigation of the case. A car arrived with the police party at Mrs. Haskell's home in Ballast Avenue, and a detective left, carrying a suitcase. A few minutes later Mrs. Haskell entered the car and was driven to the central police station, where she was charged with the murder. Mrs. Gladys Ruth Rusden was found murdered in the kitchen of her home by her husband at about 5.30 p.m. on June 5. Mr. Rusden left home for his work at about 7 a.m. after he and his wife had had breakfast. At that time Mrs. Rusden was wearing pyjamas and a dressing gown. [341,499,485,696]
headline-us-planes: U.S. PLANES ON MYSTERY FLIGHT [201,659,321,681]
sale-item-name: 3ft. Bedsteads [814,1362,910,1379]
headline-australia: AUSTRALIA WILL BE DIRECTLY HIT [652,706,791,728]
article-body: The Collector of Customs at Tampa (Florida), Mr. A. J. Angle, asked all airports to be on the alert for the reported unauthorised flight of seven fighter planes to a "foreign country." The planes are described as privately owned, five of them Mustangs and two Lightnings. Asked if the planes might be heading for the Dominican Republic, one official informed the United Press that "It was possible." Government officials in Washington said today that a widespread search was being made for the missing former Army combat planes. One officer said: "Plenty of young fellows in this country know how to fly these planes." War Department officials said many Mustangs and Lightnings used by American airmen in the war had been sold as surplus and might be in the hands of civilians. One official, replying to a question as to the possible destination of the first fighter, said: "You know there has been some trouble in the Caribbean." The Dominican Ambassador (Julio Ortega Frier) said in Washington last night that his Government was maintaining constant air patrols to sight any craft which might seek to land troops on Government territory. He said that no Dominican Government representatives had yet seen any of the reported invasion forces. [189,690,333,941]
sale-item-desc: We have a few of our famous S.W. Chairs at bargain prices, covered in Rust and Fawn Damask. Usually £9/19/6. [830,1304,1080,1338]
ad-dept-furnishings: FURNISHINGS [902,802,1006,820]
article-body: The Russians wanted a strong air force to safeguard their "peaceful and creative work," said the Chief of Staff of the Russian Air Force (Colonel-General Sudets) on the eve of Russia's Aviation Day. General Sudets said Stalin had set Russians the task of "flying further than anyone, faster than anyone and higher than anyone." [493,1052,638,1123]
sale-item-name: Feather Down Quilt [814,928,943,945]
sale-item [802,1225,1106,1280]
ad-allen [800,290,1191,1599]
article-body: A warning that Australia would be directly hit by Britain's desperate fight and that her economy must be geared to meet the crisis was given by Mr. Chifley at a Better Industrial Relations Conference between the Australian Council of Trade Unions and the Associated Chambers of Manufacturers. He also warned of a possible recession in the United States. The Commonwealth Government has rejected a strong appeal by employers for an embargo on all strikes. While condemning petty strikes, Mr. Chifley said that some strikes were justified. The president of the Australian Council of Trade Unions (Mr. P. J. Clarey) said that a ban on all strikes would mean that unions would abandon their traditional right and that to accept such a position would be a complete abdication. The conference decided today to frame a national policy to increase production. The general impression of the delegates is that the conference, which is closed to the press, is going so smoothly that "something concrete must come out of it." [650,746,794,1014]
article-body: Mr. Churchill, receiving the Freedom of Woodstock where he was born, said: "Whatever may be the trouble and difficulties we have to face the British people will not be found unequal to them. We will stand together and continue to be a guide and symbol to the world in the way in which a free and decent life may be lived by citizens of this ancient land." [650,605,794,694]
sale-item-desc: Combining book shelf and small drawer. This has a glass top, is made of densified wood and nicely finished in Walnut stain. Usually £11/5/-. [830,1104,1076,1139]
article-body: Highly suspicious circumstances surround the discovery of a man's body this morning in the grounds of Canterbury University College, less than a quarter of a mile from the Central Police Station, in Hereford Street. The man has been identified as: William Keefe Olds, aged about 56, whose address is believed to be 133 Abel Smith Street, Wellington. Startled workmen found the body at 8.45 a.m. today. It was stretched full length in a shallow trench, with most of it actually hidden under a newly-erected building. The most significant aspect of the mystery from the point of view of the police is that the body was covered with an ordinary coal sack. To shield the body even more thoroughly, a big piece of tin had been placed up against the side of the building, completely hiding the grim object underneath the flooring. The man was utterly without money when the body was searched by detectives. A robbery motive has not been discounted by the police. [341,115,485,456]
sale-item-price: After Sale Bargain £7/10/- [925,1338,1094,1355]
sale-item-name: Two only China Cabinets [814,1162,980,1179]
sale-item-price: After Sale Bargain £7/5/- [932,904,1094,921]
paper-name: THE CHRONICLE [6,3,92,13]
ad-after-sale: AFTER-SALE [850,297,1058,403]
column-rule [336,17,337,1459]
headline-motor-cars: BIG OUTPUT OF BRITISH MOTOR CARS [510,898,620,919]
sale-item-desc: With background of light rosewood. A hard wearing, serviceable cloth. Usually 11/8 Yard. [830,619,1084,642]
headline-harder-living: HARDER LIVING PREDICTED [545,20,741,75]
sale-item [802,729,1106,788]
sale-item-desc: In an attractive shade of Pink, with needlework, worked in a brighter shade of Pink. For warmth and comfort this is ideal and a real After Sale Snip. Usually £10/5/-. [830,859,1082,905]
sale-item [802,1163,1106,1218]
article-body: Proposals for a daily air service between Melbourne, Tasmania and the South Island of New Zealand are being laid before the Australian authorities by a representative of South Island public bodies (Mr. H. M. Mackay). He will urge on Qantas Empire Airways that the company should institute a trans-Tasman service by Constellations with two daily round trips connecting Sydney and Melbourne with the main centres of New Zealand. [493,1156,638,1243]
sale-item-name: One only Occasional Table [814,1088,992,1105]
sale-item-price: After Sale Bargain 79/6 [941,1401,1094,1418]
